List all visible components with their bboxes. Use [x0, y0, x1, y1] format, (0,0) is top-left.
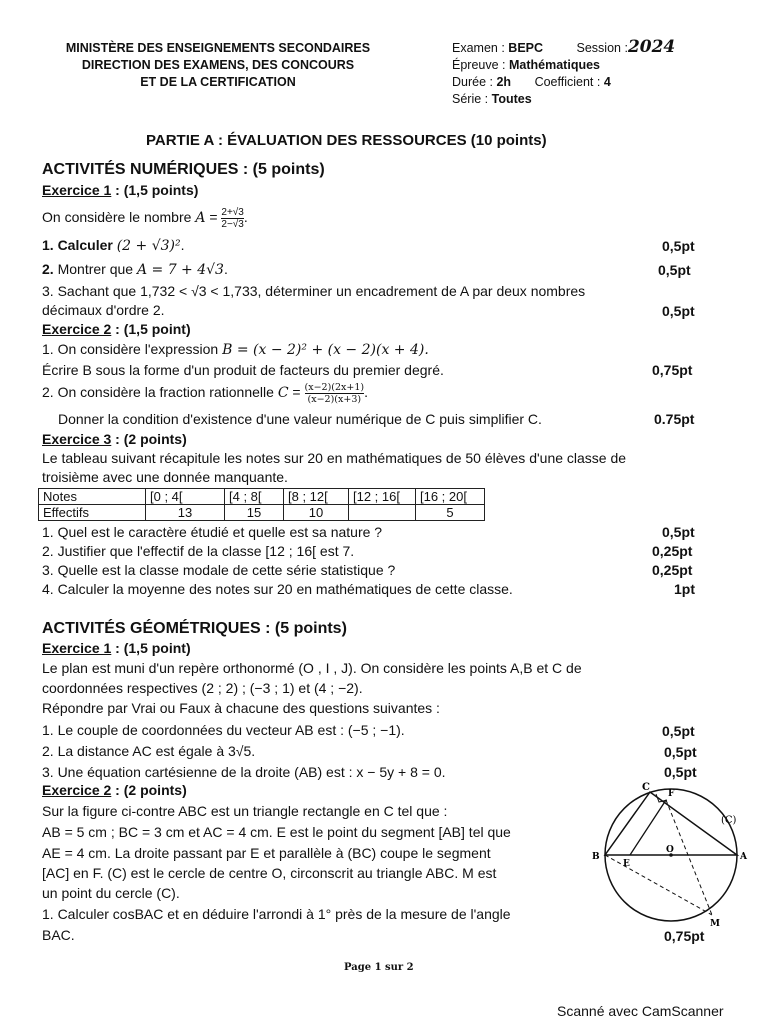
num-ex3-q2-points: 0,25pt	[652, 543, 693, 559]
num-ex3-q1: 1. Quel est le caractère étudié et quelle est sa nature ?	[42, 524, 383, 540]
geo-ex1-line2: coordonnées respectives (2 ; 2) ; (−3 ; 1) et (4 ; −2).	[42, 680, 363, 696]
table-row	[39, 505, 485, 521]
fraction-A: $\frac{2+√3}{2-√3}$	[221, 207, 244, 230]
num-ex2-q1	[42, 341, 429, 358]
num-ex1-intro-text: On considère le nombre	[42, 209, 196, 226]
label-m: M	[710, 919, 720, 929]
geo-ex1-q3: 3. Une équation cartésienne de la droite (AB) est : x − 5y + 8 = 0.	[42, 764, 446, 780]
coef-value: 4	[603, 75, 611, 89]
geo-ex1-title: Exercice 1	[42, 640, 112, 656]
num-ex3-heading	[42, 431, 187, 447]
table-cell: [12 ; 16[	[349, 489, 416, 505]
exam-info	[452, 39, 675, 108]
num-ex1-q1-points: 0,5pt	[662, 238, 695, 254]
segment-ef	[630, 800, 666, 855]
num-ex1-q2: 2. Montrer que A = 7 + 4√3.	[42, 261, 228, 278]
part-title: PARTIE A : ÉVALUATION DES RESSOURCES (10 points)	[146, 132, 547, 149]
num-ex3-q4-points: 1pt	[674, 581, 695, 597]
segment-fm	[666, 800, 712, 915]
label-circle: (C)	[721, 815, 737, 826]
notes-table	[38, 488, 485, 521]
label-a: A	[740, 852, 747, 862]
table-cell: Notes	[39, 489, 146, 505]
table-cell: 13	[146, 505, 225, 521]
geo-ex1-q2-points: 0,5pt	[664, 744, 697, 760]
num-ex3-q1-points: 0,5pt	[662, 524, 695, 540]
table-cell: [4 ; 8[	[225, 489, 284, 505]
table-cell: Effectifs	[39, 505, 146, 521]
num-ex2-q2b: Donner la condition d'existence d'une valeur numérique de C puis simplifier C.	[58, 411, 542, 427]
num-ex1-q3-line2: décimaux d'ordre 2.	[42, 302, 165, 318]
coef-label: Coefficient :	[534, 75, 601, 89]
geo-ex1-line1: Le plan est muni d'un repère orthonormé (O , I , J). On considère les points A,B et C de	[42, 660, 582, 676]
geo-ex2-q1b: BAC.	[42, 927, 75, 943]
num-ex2-heading	[42, 321, 191, 337]
label-b: B	[592, 852, 600, 862]
num-ex2-title: Exercice 2	[42, 321, 112, 337]
geo-ex2-title: Exercice 2	[42, 782, 112, 798]
num-ex2-q2: 2. On considère la fraction rationnelle C = $\frac{(x-2)(2x+1)}{(x-2)(x+3)}$ .	[42, 382, 368, 405]
table-cell: [0 ; 4[	[146, 489, 225, 505]
label-c: C	[642, 782, 650, 793]
num-ex1-q1-text: 1. Calculer	[42, 237, 113, 253]
geo-ex1-q3-points: 0,5pt	[664, 764, 697, 780]
table-cell: 5	[416, 505, 485, 521]
page-number: Page 1 sur 2	[344, 962, 414, 973]
num-ex2-q2-points: 0.75pt	[654, 411, 695, 427]
num-ex2-q1-points: 0,75pt	[652, 362, 693, 378]
table-cell: [16 ; 20[	[416, 489, 485, 505]
geo-ex1-points: : (1,5 point)	[111, 640, 191, 656]
exam-label: Examen :	[452, 41, 505, 55]
numeric-section-title: ACTIVITÉS NUMÉRIQUES : (5 points)	[42, 161, 325, 178]
segment-bm	[605, 855, 712, 915]
label-o: O	[666, 845, 674, 855]
num-ex2-points: : (1,5 point)	[111, 321, 191, 337]
duree-label: Durée :	[452, 75, 493, 89]
geo-ex2-line1: Sur la figure ci-contre ABC est un triangle rectangle en C tel que :	[42, 803, 448, 819]
duree-value: 2h	[496, 75, 512, 89]
serie-value: Toutes	[491, 92, 532, 106]
session-label: Session :	[576, 41, 628, 55]
geo-ex2-line2: AB = 5 cm ; BC = 3 cm et AC = 4 cm. E est le point du segment [AB] tel que	[42, 824, 511, 840]
table-cell	[349, 505, 416, 521]
num-ex2-q1-math: B = (x − 2)² + (x − 2)(x + 4).	[222, 342, 429, 358]
table-cell: [8 ; 12[	[284, 489, 349, 505]
num-ex1-q3-line1: 3. Sachant que 1,732 < √3 < 1,733, déterminer un encadrement de A par deux nombres	[42, 283, 586, 299]
ministry-line-3: ET DE LA CERTIFICATION	[140, 75, 296, 89]
geometry-section-title: ACTIVITÉS GÉOMÉTRIQUES : (5 points)	[42, 620, 347, 637]
num-ex3-intro-b: troisième avec une donnée manquante.	[42, 469, 288, 485]
num-ex1-intro: On considère le nombre A = $\frac{2+√3}{2-√3}$ .	[42, 207, 248, 230]
geo-ex1-line3: Répondre par Vrai ou Faux à chacune des questions suivantes :	[42, 700, 440, 716]
epreuve-label: Épreuve :	[452, 58, 506, 72]
table-cell: 15	[225, 505, 284, 521]
num-ex1-q1: 1. Calculer (2 + √3)².	[42, 237, 185, 254]
serie-label: Série :	[452, 92, 489, 106]
num-ex3-title: Exercice 3	[42, 431, 112, 447]
num-ex3-q3-points: 0,25pt	[652, 562, 693, 578]
session-value: 2024	[627, 37, 676, 57]
num-ex2-q2-text: 2. On considère la fraction rationnelle	[42, 384, 278, 401]
ministry-line-2: DIRECTION DES EXAMENS, DES CONCOURS	[81, 58, 355, 72]
table-cell: 10	[284, 505, 349, 521]
num-ex2-q1b: Écrire B sous la forme d'un produit de facteurs du premier degré.	[42, 362, 444, 378]
num-ex3-q4: 4. Calculer la moyenne des notes sur 20 en mathématiques de cette classe.	[42, 581, 513, 597]
num-ex1-q3-points: 0,5pt	[662, 303, 695, 319]
geo-ex2-line4: [AC] en F. (C) est le cercle de centre O, circonscrit au triangle ABC. M est	[42, 865, 497, 881]
num-ex1-q1-math: (2 + √3)²	[116, 238, 181, 254]
num-ex3-q3: 3. Quelle est la classe modale de cette série statistique ?	[42, 562, 396, 578]
num-ex3-q2: 2. Justifier que l'effectif de la classe [12 ; 16[ est 7.	[42, 543, 355, 559]
geo-ex2-q1a: 1. Calculer cosBAC et en déduire l'arrondi à 1° près de la mesure de l'angle	[42, 906, 511, 922]
num-ex1-q2-points: 0,5pt	[658, 262, 691, 278]
label-e: E	[623, 859, 630, 869]
ministry-header	[38, 40, 398, 91]
num-ex1-title: Exercice 1	[42, 182, 112, 198]
exam-value: BEPC	[508, 41, 544, 55]
epreuve-value: Mathématiques	[509, 58, 600, 72]
geo-ex1-heading	[42, 640, 191, 656]
camscanner-watermark: Scanné avec CamScanner	[557, 1003, 724, 1019]
geo-ex2-q1-points: 0,75pt	[664, 928, 705, 944]
num-ex3-points: : (2 points)	[111, 431, 187, 447]
num-ex1-q2-math: A = 7 + 4√3	[136, 262, 224, 278]
table-row	[39, 489, 485, 505]
geo-ex2-points: : (2 points)	[111, 782, 187, 798]
geo-ex1-q1: 1. Le couple de coordonnées du vecteur AB est : (−5 ; −1).	[42, 722, 405, 738]
geo-ex1-q1-points: 0,5pt	[662, 723, 695, 739]
geo-ex2-line3: AE = 4 cm. La droite passant par E et parallèle à (BC) coupe le segment	[42, 845, 491, 861]
ministry-line-1: MINISTÈRE DES ENSEIGNEMENTS SECONDAIRES	[65, 41, 371, 55]
num-ex1-points: : (1,5 points)	[111, 182, 199, 198]
num-ex3-intro-a: Le tableau suivant récapitule les notes sur 20 en mathématiques de 50 élèves d'une classe de	[42, 450, 627, 466]
fraction-C: $\frac{(x-2)(2x+1)}{(x-2)(x+3)}$	[304, 382, 365, 405]
triangle-circle-figure	[582, 780, 752, 930]
label-f: F	[668, 789, 675, 799]
num-ex2-q1-text: 1. On considère l'expression	[42, 341, 223, 357]
geo-ex1-q2: 2. La distance AC est égale à 3√5.	[42, 743, 256, 759]
num-ex1-heading	[42, 182, 198, 198]
geo-ex2-heading	[42, 782, 187, 798]
geo-ex2-line5: un point du cercle (C).	[42, 885, 180, 901]
